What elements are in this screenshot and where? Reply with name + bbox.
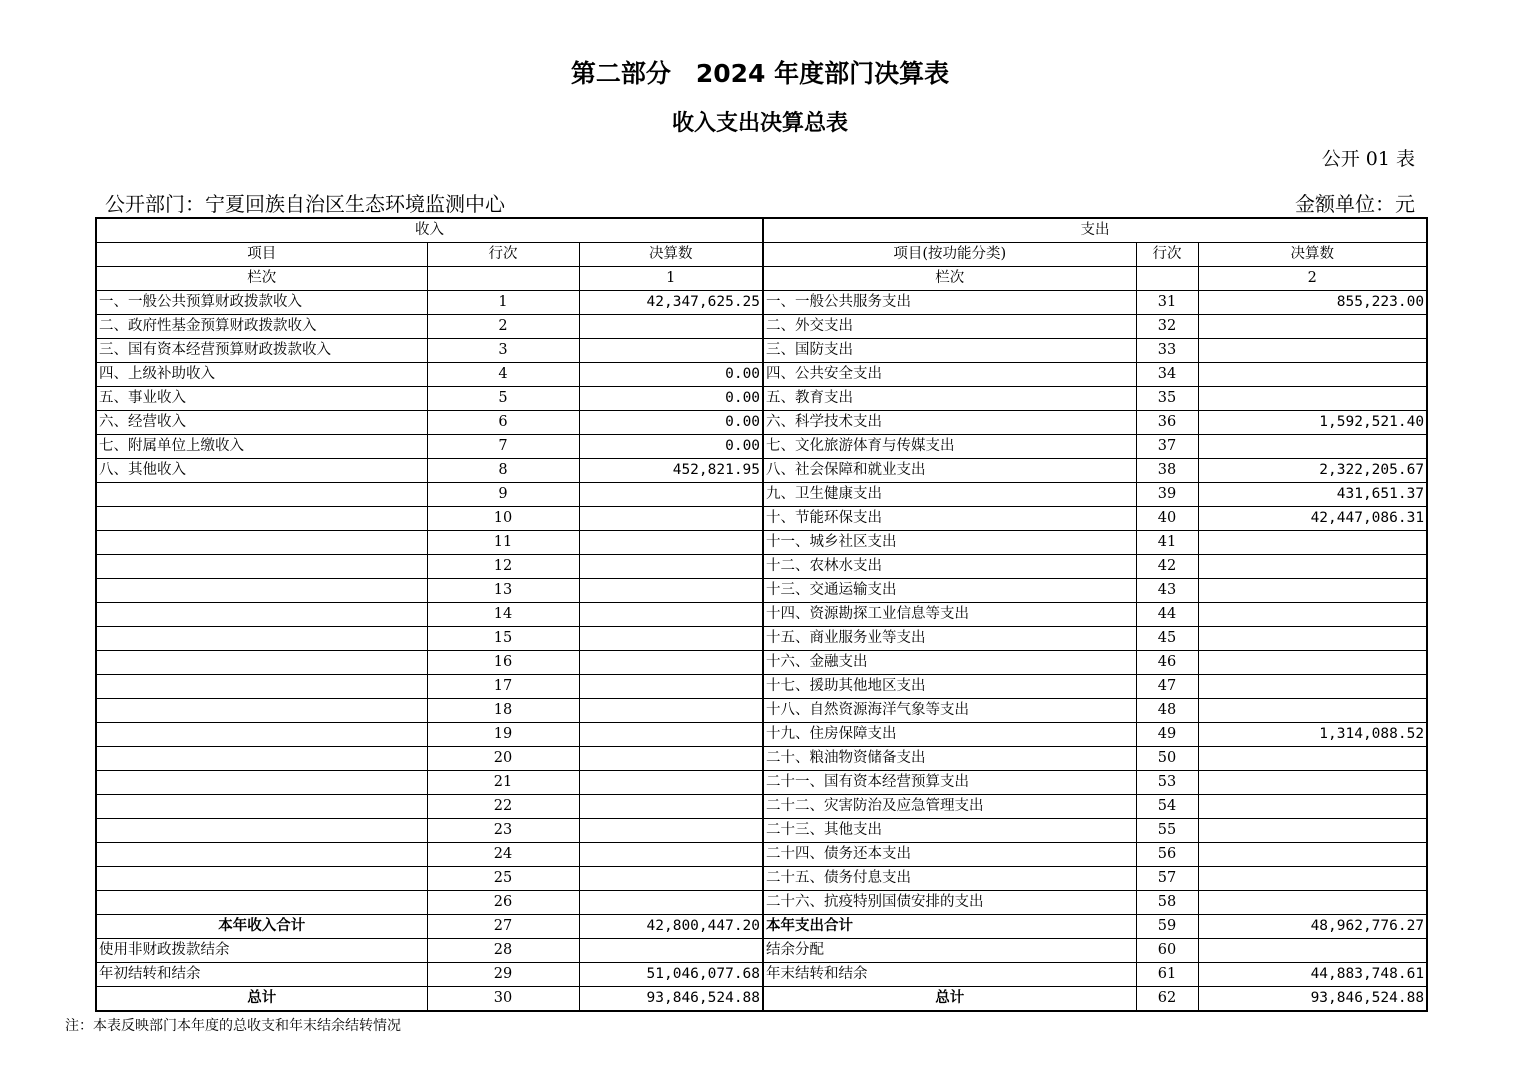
income-item — [96, 699, 427, 723]
income-item — [96, 723, 427, 747]
expense-item: 十六、金融支出 — [763, 651, 1136, 675]
expense-amount: 431,651.37 — [1198, 483, 1427, 507]
income-row-no: 15 — [427, 627, 579, 651]
income-item — [96, 555, 427, 579]
income-item — [96, 795, 427, 819]
income-total-no: 27 — [427, 915, 579, 939]
surplus-dist-no: 60 — [1136, 939, 1198, 963]
table-row — [96, 651, 1427, 675]
empty-cell — [427, 267, 579, 291]
expense-amount — [1198, 435, 1427, 459]
income-item — [96, 771, 427, 795]
income-row-no: 9 — [427, 483, 579, 507]
income-item — [96, 603, 427, 627]
income-row-no: 2 — [427, 315, 579, 339]
table-row — [96, 483, 1427, 507]
expense-item: 六、科学技术支出 — [763, 411, 1136, 435]
income-amount — [579, 627, 763, 651]
income-amount — [579, 579, 763, 603]
income-row-no: 23 — [427, 819, 579, 843]
expense-amount: 1,314,088.52 — [1198, 723, 1427, 747]
table-row — [96, 531, 1427, 555]
income-row-no: 18 — [427, 699, 579, 723]
expense-row-no: 49 — [1136, 723, 1198, 747]
table-row — [96, 747, 1427, 771]
expense-amount — [1198, 579, 1427, 603]
header-row-section — [96, 218, 1427, 243]
income-amount — [579, 315, 763, 339]
expense-item: 二十六、抗疫特别国债安排的支出 — [763, 891, 1136, 915]
income-item: 八、其他收入 — [96, 459, 427, 483]
income-rowno-header: 行次 — [427, 243, 579, 267]
income-row-no: 8 — [427, 459, 579, 483]
footnote: 注：本表反映部门本年度的总收支和年末结余结转情况 — [65, 1018, 401, 1034]
income-amount — [579, 891, 763, 915]
income-header: 收入 — [96, 218, 763, 243]
nonfiscal-no: 28 — [427, 939, 579, 963]
income-item: 四、上级补助收入 — [96, 363, 427, 387]
table-row — [96, 315, 1427, 339]
income-item: 七、附属单位上缴收入 — [96, 435, 427, 459]
grand-income-amount: 93,846,524.88 — [579, 987, 763, 1012]
table-row — [96, 603, 1427, 627]
income-row-no: 22 — [427, 795, 579, 819]
header-row-columns — [96, 243, 1427, 267]
surplus-dist-amount — [1198, 939, 1427, 963]
income-amount-header: 决算数 — [579, 243, 763, 267]
income-row-no: 13 — [427, 579, 579, 603]
table-row — [96, 507, 1427, 531]
income-row-no: 19 — [427, 723, 579, 747]
income-item — [96, 675, 427, 699]
expense-total-no: 59 — [1136, 915, 1198, 939]
income-item — [96, 627, 427, 651]
income-item: 六、经营收入 — [96, 411, 427, 435]
expense-item: 二、外交支出 — [763, 315, 1136, 339]
expense-amount — [1198, 675, 1427, 699]
expense-amount — [1198, 795, 1427, 819]
expense-row-no: 43 — [1136, 579, 1198, 603]
end-no: 61 — [1136, 963, 1198, 987]
income-expense-table — [95, 217, 1428, 1012]
table-row — [96, 411, 1427, 435]
table-row — [96, 435, 1427, 459]
expense-amount — [1198, 315, 1427, 339]
expense-amount — [1198, 771, 1427, 795]
expense-row-no: 57 — [1136, 867, 1198, 891]
income-col-index: 1 — [579, 267, 763, 291]
expense-amount: 855,223.00 — [1198, 291, 1427, 315]
expense-amount — [1198, 603, 1427, 627]
expense-row-no: 40 — [1136, 507, 1198, 531]
income-item — [96, 843, 427, 867]
page-title: 第二部分 2024 年度部门决算表 — [570, 59, 950, 88]
expense-item: 七、文化旅游体育与传媒支出 — [763, 435, 1136, 459]
expense-amount-header: 决算数 — [1198, 243, 1427, 267]
table-row — [96, 843, 1427, 867]
surplus-dist-label: 结余分配 — [763, 939, 1136, 963]
expense-item: 十八、自然资源海洋气象等支出 — [763, 699, 1136, 723]
grand-income-no: 30 — [427, 987, 579, 1012]
table-row — [96, 723, 1427, 747]
expense-row-no: 35 — [1136, 387, 1198, 411]
income-row-no: 24 — [427, 843, 579, 867]
expense-amount — [1198, 555, 1427, 579]
income-item — [96, 651, 427, 675]
expense-item: 十七、援助其他地区支出 — [763, 675, 1136, 699]
expense-row-no: 45 — [1136, 627, 1198, 651]
expense-item: 九、卫生健康支出 — [763, 483, 1136, 507]
expense-amount — [1198, 843, 1427, 867]
income-item: 五、事业收入 — [96, 387, 427, 411]
grand-expense-label: 总计 — [763, 987, 1136, 1012]
income-amount — [579, 555, 763, 579]
income-row-no: 14 — [427, 603, 579, 627]
expense-amount — [1198, 747, 1427, 771]
expense-item: 十二、农林水支出 — [763, 555, 1136, 579]
income-amount — [579, 747, 763, 771]
income-amount: 42,347,625.25 — [579, 291, 763, 315]
expense-item: 二十三、其他支出 — [763, 819, 1136, 843]
begin-amount: 51,046,077.68 — [579, 963, 763, 987]
expense-item: 八、社会保障和就业支出 — [763, 459, 1136, 483]
table-row — [96, 459, 1427, 483]
table-number: 公开 01 表 — [1321, 148, 1415, 170]
expense-row-no: 56 — [1136, 843, 1198, 867]
expense-item-header: 项目(按功能分类) — [763, 243, 1136, 267]
year-total-row — [96, 915, 1427, 939]
grand-expense-no: 62 — [1136, 987, 1198, 1012]
income-amount — [579, 867, 763, 891]
unit-label: 金额单位：元 — [1295, 192, 1415, 216]
income-total-amount: 42,800,447.20 — [579, 915, 763, 939]
income-row-no: 25 — [427, 867, 579, 891]
income-row-no: 20 — [427, 747, 579, 771]
expense-row-no: 31 — [1136, 291, 1198, 315]
nonfiscal-label: 使用非财政拨款结余 — [96, 939, 427, 963]
expense-amount — [1198, 867, 1427, 891]
income-amount: 0.00 — [579, 363, 763, 387]
expense-item: 十五、商业服务业等支出 — [763, 627, 1136, 651]
expense-amount — [1198, 387, 1427, 411]
expense-item: 二十四、债务还本支出 — [763, 843, 1136, 867]
grand-expense-amount: 93,846,524.88 — [1198, 987, 1427, 1012]
income-amount — [579, 675, 763, 699]
expense-item: 五、教育支出 — [763, 387, 1136, 411]
income-item — [96, 531, 427, 555]
carryover-row — [96, 963, 1427, 987]
income-item — [96, 819, 427, 843]
table-row — [96, 891, 1427, 915]
expense-total-label: 本年支出合计 — [763, 915, 1136, 939]
expense-col-index: 2 — [1198, 267, 1427, 291]
expense-item: 二十一、国有资本经营预算支出 — [763, 771, 1136, 795]
income-amount — [579, 843, 763, 867]
income-item — [96, 867, 427, 891]
expense-row-no: 46 — [1136, 651, 1198, 675]
income-item — [96, 507, 427, 531]
income-amount — [579, 603, 763, 627]
income-item: 三、国有资本经营预算财政拨款收入 — [96, 339, 427, 363]
income-row-no: 16 — [427, 651, 579, 675]
expense-rowno-header: 行次 — [1136, 243, 1198, 267]
income-row-no: 7 — [427, 435, 579, 459]
income-amount — [579, 339, 763, 363]
expense-item: 一、一般公共服务支出 — [763, 291, 1136, 315]
nonfiscal-row — [96, 939, 1427, 963]
expense-item: 四、公共安全支出 — [763, 363, 1136, 387]
table-row — [96, 699, 1427, 723]
income-amount: 452,821.95 — [579, 459, 763, 483]
expense-amount: 2,322,205.67 — [1198, 459, 1427, 483]
grand-income-label: 总计 — [96, 987, 427, 1012]
expense-item: 十一、城乡社区支出 — [763, 531, 1136, 555]
income-amount — [579, 699, 763, 723]
income-item-header: 项目 — [96, 243, 427, 267]
expense-row-no: 38 — [1136, 459, 1198, 483]
expense-header: 支出 — [763, 218, 1427, 243]
end-amount: 44,883,748.61 — [1198, 963, 1427, 987]
expense-row-no: 54 — [1136, 795, 1198, 819]
expense-row-no: 36 — [1136, 411, 1198, 435]
income-item: 二、政府性基金预算财政拨款收入 — [96, 315, 427, 339]
expense-amount — [1198, 651, 1427, 675]
expense-row-no: 55 — [1136, 819, 1198, 843]
table-row — [96, 795, 1427, 819]
header-row-column-index — [96, 267, 1427, 291]
income-amount: 0.00 — [579, 411, 763, 435]
table-title: 收入支出决算总表 — [671, 111, 848, 136]
income-amount — [579, 723, 763, 747]
income-amount: 0.00 — [579, 387, 763, 411]
income-amount: 0.00 — [579, 435, 763, 459]
table-row — [96, 627, 1427, 651]
expense-row-no: 53 — [1136, 771, 1198, 795]
income-item — [96, 483, 427, 507]
table-row — [96, 339, 1427, 363]
expense-item: 二十、粮油物资储备支出 — [763, 747, 1136, 771]
expense-row-no: 41 — [1136, 531, 1198, 555]
expense-row-no: 42 — [1136, 555, 1198, 579]
expense-amount — [1198, 627, 1427, 651]
expense-amount — [1198, 531, 1427, 555]
expense-amount: 1,592,521.40 — [1198, 411, 1427, 435]
income-row-no: 17 — [427, 675, 579, 699]
income-amount — [579, 507, 763, 531]
income-amount — [579, 483, 763, 507]
expense-row-no: 37 — [1136, 435, 1198, 459]
expense-item: 三、国防支出 — [763, 339, 1136, 363]
table-row — [96, 675, 1427, 699]
table-row — [96, 291, 1427, 315]
income-amount — [579, 531, 763, 555]
income-row-no: 4 — [427, 363, 579, 387]
expense-row-no: 50 — [1136, 747, 1198, 771]
income-item — [96, 891, 427, 915]
income-amount — [579, 819, 763, 843]
expense-row-no: 34 — [1136, 363, 1198, 387]
income-total-label: 本年收入合计 — [96, 915, 427, 939]
expense-item: 二十五、债务付息支出 — [763, 867, 1136, 891]
expense-item: 十三、交通运输支出 — [763, 579, 1136, 603]
expense-row-no: 32 — [1136, 315, 1198, 339]
table-row — [96, 363, 1427, 387]
empty-cell — [1136, 267, 1198, 291]
income-amount — [579, 795, 763, 819]
table-row — [96, 579, 1427, 603]
begin-no: 29 — [427, 963, 579, 987]
grand-total-row — [96, 987, 1427, 1012]
income-row-no: 12 — [427, 555, 579, 579]
income-row-no: 26 — [427, 891, 579, 915]
income-col-label: 栏次 — [96, 267, 427, 291]
income-row-no: 10 — [427, 507, 579, 531]
begin-label: 年初结转和结余 — [96, 963, 427, 987]
table-row — [96, 555, 1427, 579]
income-amount — [579, 771, 763, 795]
expense-item: 十、节能环保支出 — [763, 507, 1136, 531]
expense-item: 十九、住房保障支出 — [763, 723, 1136, 747]
income-amount — [579, 651, 763, 675]
expense-amount — [1198, 363, 1427, 387]
expense-amount — [1198, 819, 1427, 843]
end-label: 年末结转和结余 — [763, 963, 1136, 987]
table-row — [96, 867, 1427, 891]
expense-row-no: 58 — [1136, 891, 1198, 915]
expense-item: 二十二、灾害防治及应急管理支出 — [763, 795, 1136, 819]
expense-row-no: 39 — [1136, 483, 1198, 507]
income-item: 一、一般公共预算财政拨款收入 — [96, 291, 427, 315]
table-row — [96, 387, 1427, 411]
income-row-no: 1 — [427, 291, 579, 315]
expense-amount: 42,447,086.31 — [1198, 507, 1427, 531]
income-row-no: 21 — [427, 771, 579, 795]
expense-amount — [1198, 699, 1427, 723]
table-row — [96, 771, 1427, 795]
nonfiscal-amount — [579, 939, 763, 963]
income-row-no: 6 — [427, 411, 579, 435]
income-row-no: 11 — [427, 531, 579, 555]
expense-col-label: 栏次 — [763, 267, 1136, 291]
table-row — [96, 819, 1427, 843]
income-row-no: 3 — [427, 339, 579, 363]
income-item — [96, 579, 427, 603]
expense-amount — [1198, 339, 1427, 363]
expense-row-no: 48 — [1136, 699, 1198, 723]
income-row-no: 5 — [427, 387, 579, 411]
income-item — [96, 747, 427, 771]
department-label: 公开部门：宁夏回族自治区生态环境监测中心 — [105, 192, 505, 216]
expense-row-no: 47 — [1136, 675, 1198, 699]
expense-item: 十四、资源勘探工业信息等支出 — [763, 603, 1136, 627]
expense-amount — [1198, 891, 1427, 915]
expense-total-amount: 48,962,776.27 — [1198, 915, 1427, 939]
expense-row-no: 33 — [1136, 339, 1198, 363]
expense-row-no: 44 — [1136, 603, 1198, 627]
